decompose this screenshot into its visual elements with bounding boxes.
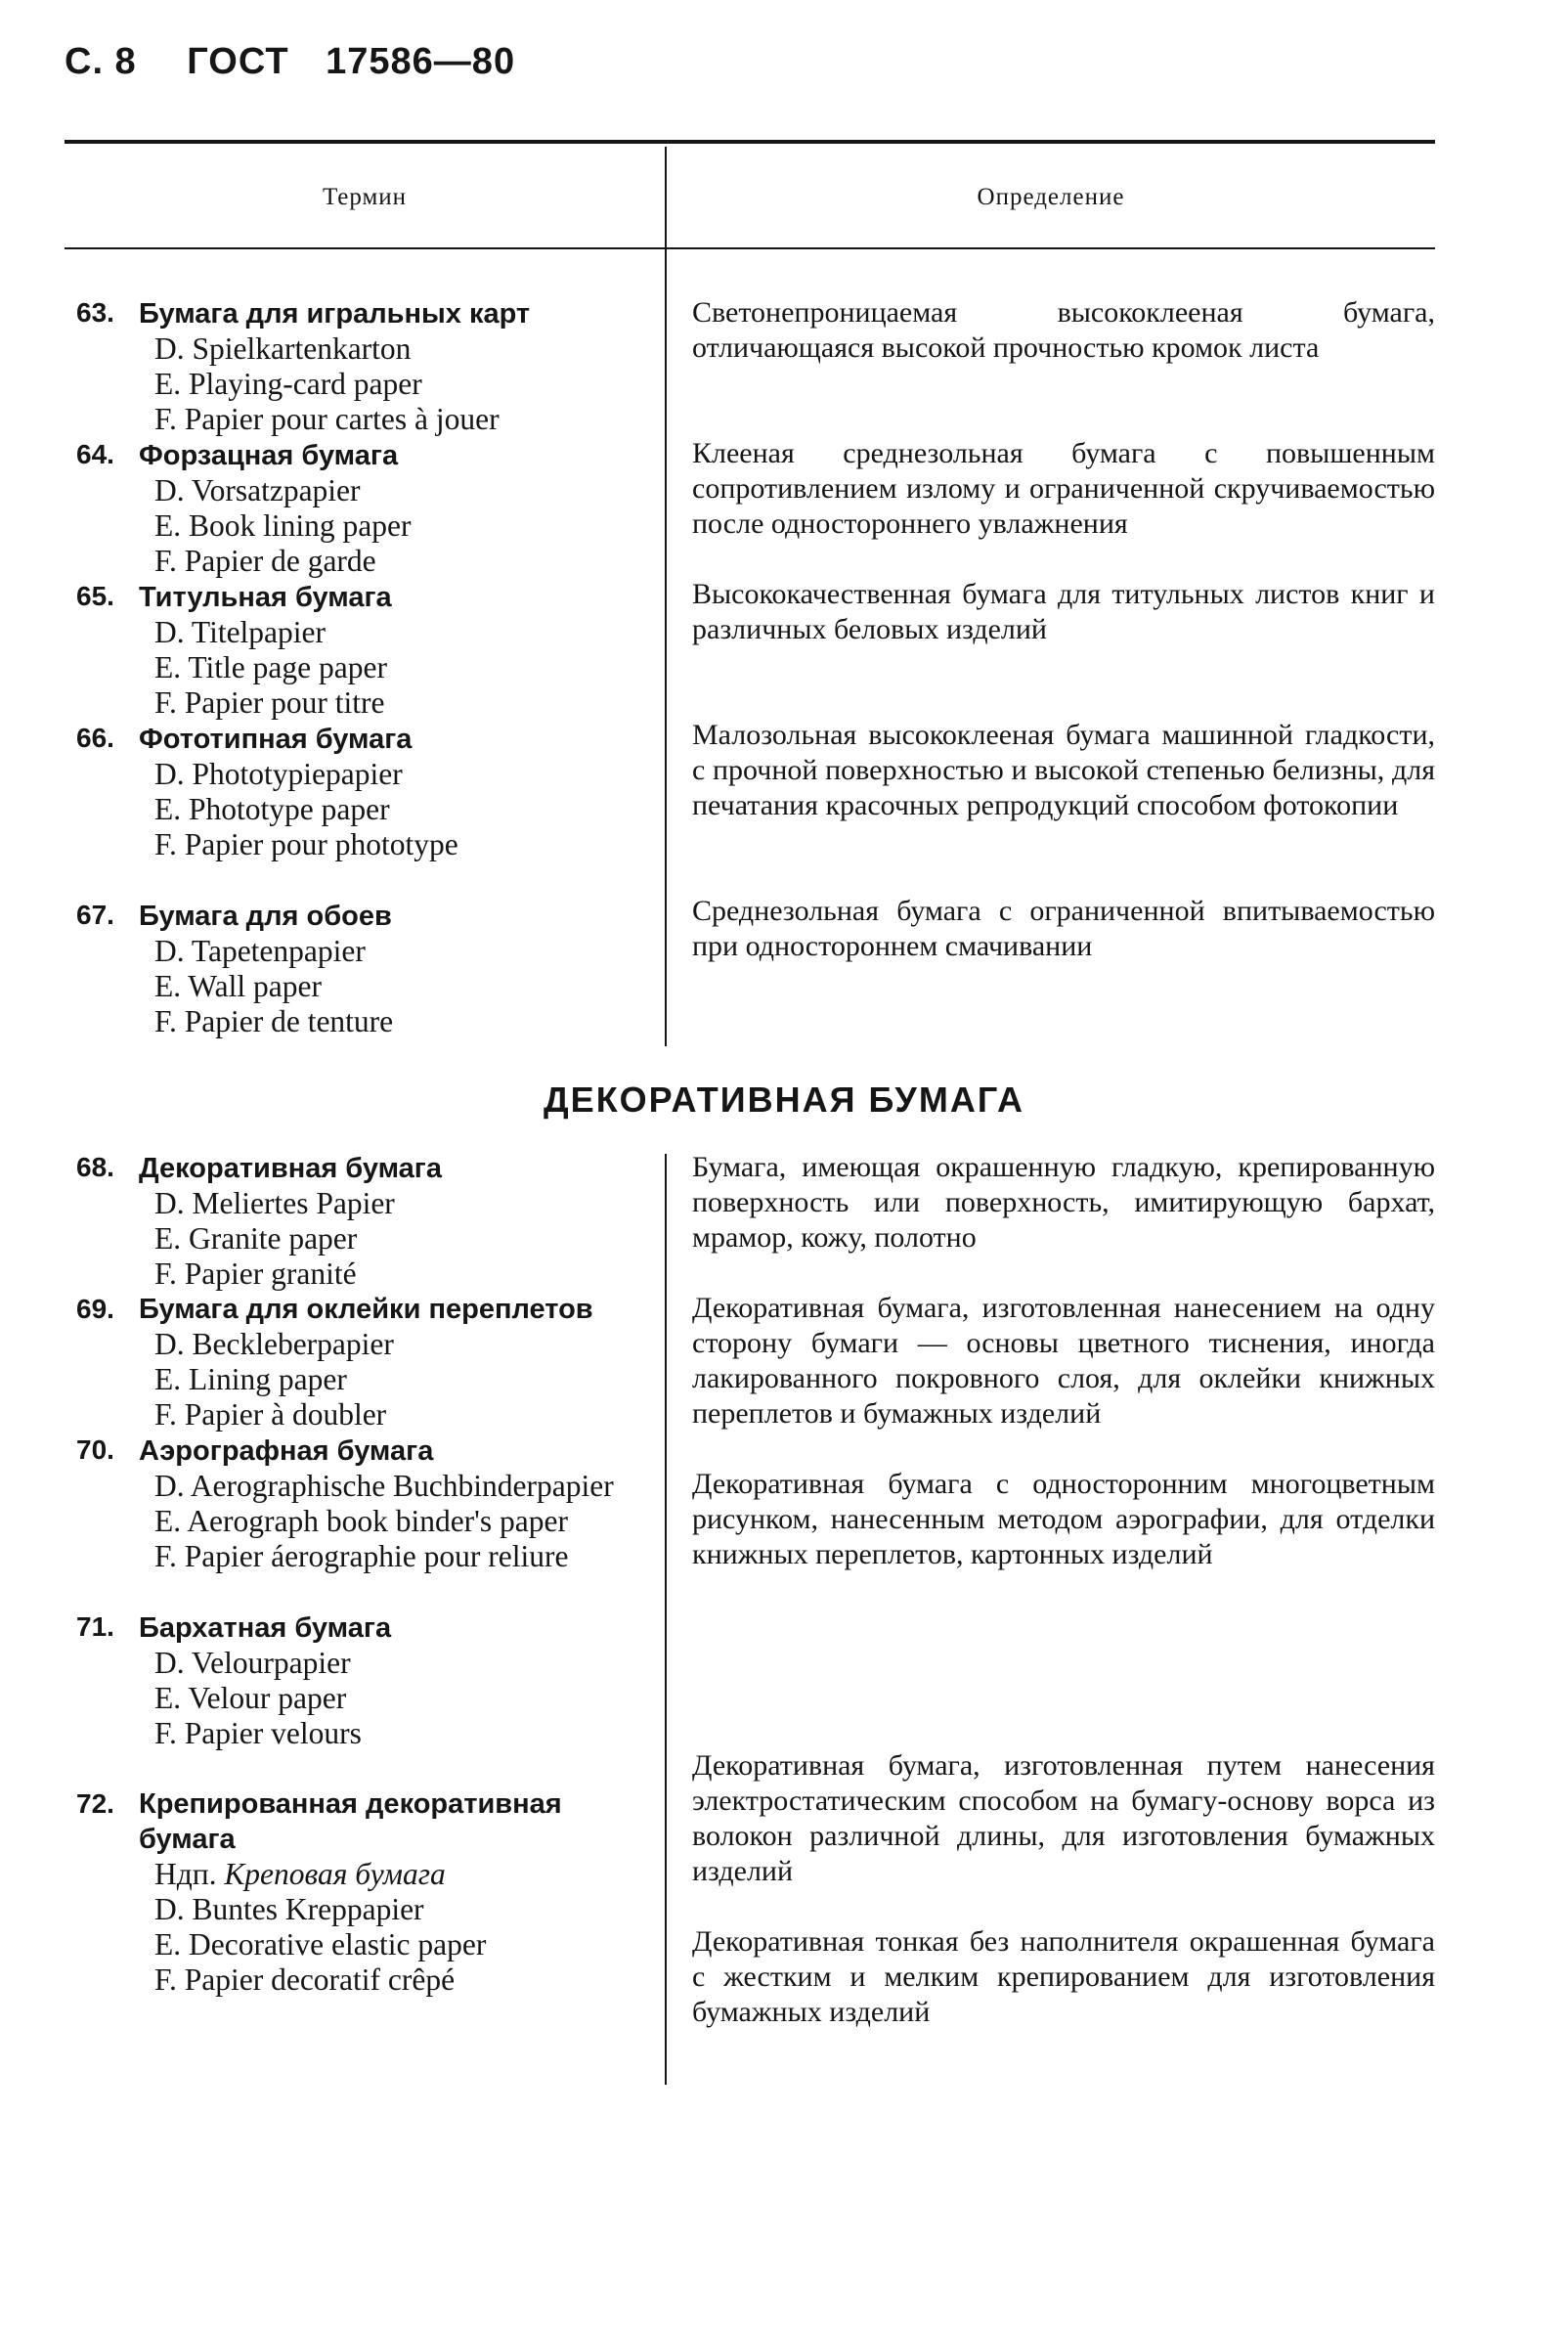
page-header [65,41,515,83]
definition-71: Декоративная бумага, изготовленная путем нанесения электростатическим способом на бумагу-основу ворса из волокон различной длины, для изготовления бумажных изделий [692,1749,1435,1887]
term-name: Бархатная бумага [139,1612,392,1644]
ndp-label: Ндп. [154,1857,217,1891]
definition-66: Малозольная высококлееная бумага машинной гладкости, с прочной поверхностью и высокой степенью белизны, для печатания красочных репродукций способом фотокопии [692,719,1435,821]
term-fr: F. Papier decoratif crêpé [154,1962,456,1997]
term-en: E. Granite paper [154,1221,358,1256]
term-number: 67. [76,900,114,930]
definition-67: Среднезольная бумага с ограниченной впитываемостью при одностороннем смачивании [692,895,1435,962]
term-entry-64 [68,437,645,579]
term-entry-70 [68,1432,645,1574]
term-number: 63. [76,297,114,328]
term-number: 69. [76,1294,114,1324]
section1-definitions [692,295,1435,964]
definition-65: Высококачественная бумага для титульных листов книг и различных беловых изделий [692,578,1435,645]
definition-64: Клееная среднезольная бумага с повышенным сопротивлением излому и ограниченной скручиваемостью после одностороннего увлажнения [692,437,1435,540]
term-entry-66 [68,721,645,862]
term-entry-67 [68,898,645,1039]
definition-68: Бумага, имеющая окрашенную гладкую, крепированную поверхность или поверхность, имитирующую бархат, мрамор, кожу, полотно [692,1151,1435,1254]
column-divider-bottom [665,1154,667,2085]
term-entry-69 [68,1292,645,1432]
term-entry-71 [68,1609,645,1751]
term-de: D. Velourpapier [154,1646,351,1680]
term-en: E. Lining paper [154,1362,347,1396]
term-fr: F. Papier pour cartes à jouer [154,402,500,436]
term-name: Форзацная бумага [139,440,399,471]
term-de: D. Beckleberpapier [154,1327,394,1361]
page-number: С. 8 [65,41,137,82]
term-en: E. Decorative elastic paper [154,1927,487,1961]
term-de: D. Meliertes Papier [154,1186,395,1220]
term-en: E. Wall paper [154,969,322,1003]
top-rule [65,140,1435,144]
term-name: Аэрографная бумага [139,1435,434,1467]
term-de: D. Tapetenpapier [154,934,366,968]
term-fr: F. Papier áerographie pour reliure [154,1539,569,1573]
term-fr: F. Papier à doubler [154,1397,387,1432]
term-number: 65. [76,581,114,611]
definition-69: Декоративная бумага, изготовленная нанесением на одну сторону бумаги — основы цветного тиснения, иногда лакированного покровного слоя, для оклейки книжных переплетов и бумажных изделий [692,1292,1435,1430]
term-en: E. Phototype paper [154,792,390,826]
term-name: Бумага для игральных карт [139,298,531,330]
standard-label: ГОСТ [187,41,289,82]
terms-column-header: Термин [322,184,408,210]
term-fr: F. Papier granité [154,1256,357,1291]
term-name: Декоративная бумага [139,1153,442,1184]
term-number: 72. [76,1788,114,1819]
term-entry-68 [68,1150,645,1292]
term-name: Фототипная бумага [139,724,413,755]
term-de: D. Buntes Kreppapier [154,1892,424,1926]
term-number: 64. [76,439,114,469]
standard-number: 17586—80 [326,41,516,82]
term-name: Крепированная декоративная бумага [139,1788,562,1855]
section-title: ДЕКОРАТИВНАЯ БУМАГА [544,1080,1024,1120]
term-de: D. Titelpapier [154,615,327,649]
term-entry-63 [68,295,645,437]
term-en: E. Title page paper [154,650,387,684]
definition-63: Светонепроницаемая высококлееная бумага, отличающаяся высокой прочностью кромок листа [692,296,1435,364]
term-de: D. Spielkartenkarton [154,331,412,366]
term-entry-72 [68,1786,645,1998]
term-en: E. Aerograph book binder's paper [154,1504,568,1538]
term-de: D. Vorsatzpapier [154,473,361,507]
term-number: 68. [76,1152,114,1182]
term-entry-65 [68,579,645,721]
term-fr: F. Papier de garde [154,544,376,578]
term-en: E. Playing-card paper [154,367,422,401]
term-en: E. Velour paper [154,1681,347,1715]
section2-definitions [692,1150,1435,2030]
term-name: Титульная бумага [139,582,392,613]
term-en: E. Book lining paper [154,508,412,543]
definition-column-header: Определение [977,184,1125,210]
column-divider-top [665,147,667,1046]
term-fr: F. Papier de tenture [154,1004,394,1038]
term-name: Бумага для обоев [139,901,392,932]
term-de: D. Phototypiepapier [154,757,403,791]
term-name: Бумага для оклейки переплетов [139,1294,593,1325]
term-number: 66. [76,723,114,753]
term-fr: F. Papier velours [154,1716,362,1750]
term-number: 70. [76,1434,114,1465]
header-bottom-rule [65,247,1435,249]
definition-70: Декоративная бумага с односторонним многоцветным рисунком, нанесенным методом аэрографии, для отделки книжных переплетов, картонных изделий [692,1468,1435,1570]
section2-terms [68,1150,645,1998]
term-fr: F. Papier pour titre [154,685,385,720]
term-de: D. Aerographische Buchbinderpapier [154,1469,614,1503]
ndp-term: Креповая бумага [224,1857,446,1891]
definition-72: Декоративная тонкая без наполнителя окрашенная бумага с жестким и мелким крепированием для изготовления бумажных изделий [692,1925,1435,2028]
term-number: 71. [76,1611,114,1642]
term-fr: F. Papier pour phototype [154,827,458,861]
term-deprecated [141,1857,645,1892]
section1-terms [68,295,645,1039]
